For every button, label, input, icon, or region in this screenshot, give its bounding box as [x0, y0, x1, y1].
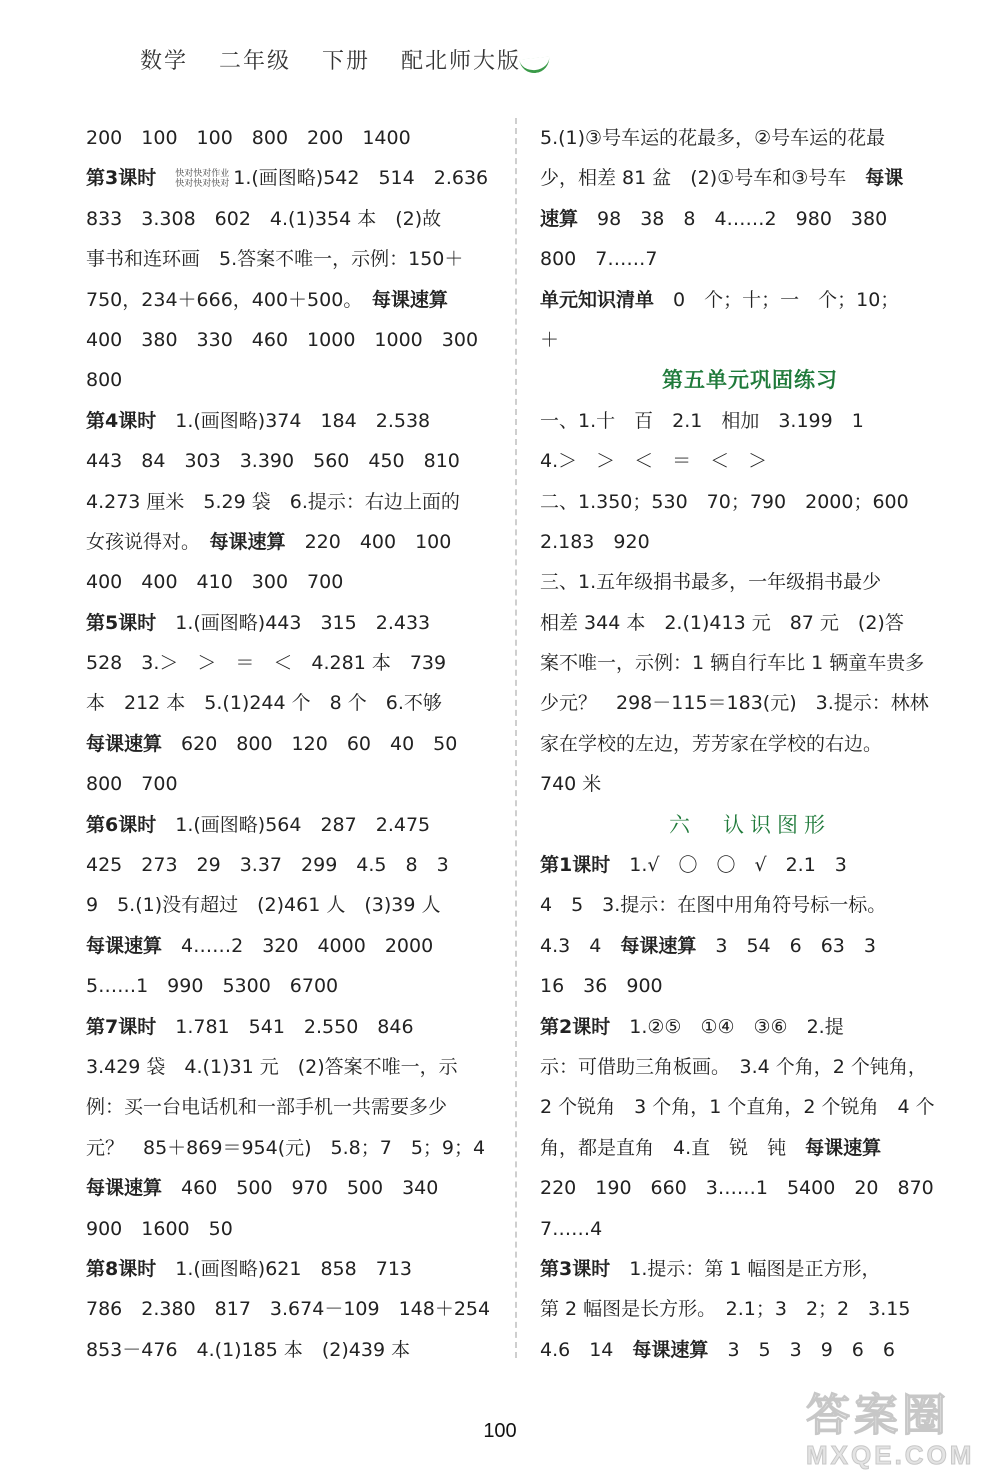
answer-text: 98 38 8 4……2 980 380	[597, 207, 888, 230]
answer-line	[540, 1047, 960, 1087]
answer-text: 5……1 990 5300 6700	[86, 975, 339, 998]
answer-text: 4……2 320 4000 2000	[181, 934, 434, 957]
answer-line	[86, 724, 498, 764]
answer-text: 案不唯一，示例：1 辆自行车比 1 辆童车贵多	[540, 652, 925, 675]
answer-text: 853－476 4.(1)185 本 (2)439 本	[86, 1338, 411, 1361]
answer-text: 400 400 410 300 700	[86, 571, 344, 594]
answer-text: 1.②⑤ ①④ ③⑥ 2.提	[629, 1015, 844, 1038]
answer-line	[86, 482, 498, 522]
answer-line	[540, 603, 960, 643]
lesson-label: 第2课时	[540, 1015, 611, 1038]
answer-line	[86, 1168, 498, 1208]
answer-text: 1.(画图略)564 287 2.475	[175, 813, 431, 836]
answer-text: 16 36 900	[540, 975, 663, 998]
answer-line	[86, 603, 498, 643]
answer-line	[86, 360, 498, 400]
answer-line	[540, 1209, 960, 1249]
answer-line	[86, 1249, 498, 1289]
section-title	[540, 360, 960, 400]
answer-text: 一、1.十 百 2.1 相加 3.199 1	[540, 409, 864, 432]
answer-text: 4 5 3.提示：在图中用角符号标一标。	[540, 894, 887, 917]
answer-line	[540, 764, 960, 804]
answer-text: 家在学校的左边，芳芳家在学校的右边。	[540, 732, 883, 755]
answer-line	[540, 643, 960, 683]
answer-line	[540, 280, 960, 320]
answer-text: 9 5.(1)没有超过 (2)461 人 (3)39 人	[86, 894, 441, 917]
answer-line	[86, 1087, 498, 1127]
answer-text: 1.(画图略)443 315 2.433	[175, 611, 431, 634]
answer-line	[540, 845, 960, 885]
answer-line	[540, 320, 960, 360]
answer-line	[86, 1289, 498, 1329]
answer-line	[540, 522, 960, 562]
quick-calc-label: 每课速算	[632, 1338, 709, 1361]
answer-text: 4.3 4	[540, 934, 602, 957]
answer-text: 1.√ 〇 〇 √ 2.1 3	[629, 854, 847, 877]
answer-text: 3 54 6 63 3	[715, 934, 876, 957]
answer-line	[86, 966, 498, 1006]
answer-text: 3.429 袋 4.(1)31 元 (2)答案不唯一，示	[86, 1055, 458, 1078]
answer-text: 620 800 120 60 40 50	[181, 732, 458, 755]
answer-line	[86, 320, 498, 360]
answer-line	[86, 805, 498, 845]
watermark-line1: 答案圈	[806, 1390, 950, 1441]
answer-text: 元？ 85＋869＝954(元) 5.8；7 5；9；4	[86, 1136, 486, 1159]
answer-line	[540, 885, 960, 925]
answer-line	[86, 885, 498, 925]
answer-line	[540, 158, 960, 198]
answer-line	[540, 1168, 960, 1208]
answer-line	[86, 199, 498, 239]
answer-text: 740 米	[540, 773, 602, 796]
section-title	[540, 805, 960, 845]
answer-line	[86, 926, 498, 966]
answer-text: 4.6 14	[540, 1338, 614, 1361]
answer-text: 本 212 本 5.(1)244 个 8 个 6.不够	[86, 692, 442, 715]
lesson-label: 第8课时	[86, 1257, 157, 1280]
answer-line	[540, 1249, 960, 1289]
answer-text: 800 7……7	[540, 248, 658, 271]
answer-line	[540, 118, 960, 158]
answer-text: 三、1.五年级捐书最多，一年级捐书最少	[540, 571, 882, 594]
column-divider	[515, 118, 517, 1358]
overlay-stamp-text: 快对快对作业快对快对快对	[175, 168, 230, 189]
answer-line	[540, 926, 960, 966]
answer-text: 5.(1)③号车运的花最多，②号车运的花最	[540, 127, 886, 149]
answer-text: 角，都是直角 4.直 锐 钝	[540, 1136, 787, 1159]
quick-calc-label: 每课速算	[805, 1136, 882, 1159]
lesson-label: 第7课时	[86, 1015, 157, 1038]
answer-line	[86, 1047, 498, 1087]
answer-line	[540, 562, 960, 602]
quick-calc-label: 每课速算	[209, 530, 286, 553]
answer-line	[540, 683, 960, 723]
answer-line	[86, 845, 498, 885]
answer-text: 第 2 幅图是长方形。 2.1；3 2；2 3.15	[540, 1298, 911, 1321]
answer-line	[540, 1087, 960, 1127]
answer-text: 443 84 303 3.390 560 450 810	[86, 450, 460, 473]
answer-text: 事书和连环画 5.答案不唯一，示例：150＋	[86, 248, 464, 271]
answer-text: 528 3.＞ ＞ ＝ ＜ 4.281 本 739	[86, 652, 447, 675]
answer-text: 2.183 920	[540, 530, 650, 553]
lesson-label: 第3课时	[86, 167, 157, 190]
answer-text: 女孩说得对。	[86, 530, 191, 553]
answer-text: 220 400 100	[304, 530, 452, 553]
header-edition: 配北师大版	[401, 49, 522, 74]
quick-calc-label: 每课速算	[620, 934, 697, 957]
section-title-text: 六 认识图形	[669, 812, 831, 837]
answer-line	[86, 239, 498, 279]
answer-text: 200 100 100 800 200 1400	[86, 127, 411, 149]
answer-text: 220 190 660 3……1 5400 20 870	[540, 1177, 934, 1200]
answer-line	[540, 239, 960, 279]
lesson-label: 每课速算	[86, 1177, 163, 1200]
lesson-label: 第3课时	[540, 1257, 611, 1280]
answer-text: 0 个；十；一 个；10；	[673, 288, 900, 311]
lesson-label: 每课速算	[86, 732, 163, 755]
answer-text: 1.781 541 2.550 846	[175, 1015, 414, 1038]
answer-line	[86, 280, 498, 320]
answer-text: 4.＞ ＞ ＜ ＝ ＜ ＞	[540, 450, 768, 473]
answer-text: 示：可借助三角板画。 3.4 个角，2 个钝角，	[540, 1055, 927, 1078]
answer-text: 425 273 29 3.37 299 4.5 8 3	[86, 854, 449, 877]
answer-line	[86, 401, 498, 441]
quick-calc-label: 每课速算	[371, 288, 448, 311]
answer-line	[86, 1330, 498, 1370]
answer-line	[540, 966, 960, 1006]
answer-text: 460 500 970 500 340	[181, 1177, 439, 1200]
answer-line	[540, 401, 960, 441]
answer-line	[540, 1330, 960, 1370]
page-header	[140, 44, 543, 75]
answer-line	[86, 1209, 498, 1249]
lesson-label: 第5课时	[86, 611, 157, 634]
answer-text: 少元？ 298－115＝183(元) 3.提示：林林	[540, 692, 929, 715]
answer-text: 833 3.308 602 4.(1)354 本 (2)故	[86, 207, 442, 230]
answer-text: 1.(画图略)621 858 713	[175, 1257, 412, 1280]
answer-line	[86, 683, 498, 723]
answer-text: 800 700	[86, 773, 178, 796]
answer-text: 1.(画图略)542 514 2.636	[233, 167, 489, 190]
section-title-text: 第五单元巩固练习	[662, 367, 838, 393]
answer-text: 400 380 330 460 1000 1000 300	[86, 328, 479, 351]
lesson-label: 第4课时	[86, 409, 157, 432]
answer-text: 例：买一台电话机和一部手机一共需要多少	[86, 1096, 448, 1119]
answer-text: 1.提示：第 1 幅图是正方形，	[629, 1257, 881, 1280]
page-number: 100	[483, 1420, 517, 1442]
header-subject: 数学	[140, 49, 189, 74]
answer-line	[86, 158, 498, 198]
answer-line	[86, 522, 498, 562]
answer-text: 4.273 厘米 5.29 袋 6.提示：右边上面的	[86, 490, 460, 513]
answer-text: 900 1600 50	[86, 1217, 233, 1240]
answer-line	[540, 1128, 960, 1168]
answer-text: 800	[86, 369, 123, 392]
answer-text: 786 2.380 817 3.674－109 148＋254	[86, 1298, 491, 1321]
answer-text: 7……4	[540, 1217, 603, 1240]
answer-line	[540, 199, 960, 239]
answer-text: ＋	[540, 328, 560, 351]
answer-line	[86, 562, 498, 602]
answer-line	[86, 643, 498, 683]
answer-text: 3 5 3 9 6 6	[727, 1338, 895, 1361]
right-column	[540, 118, 960, 1370]
answer-line	[86, 441, 498, 481]
answer-text: 750，234＋666，400＋500。	[86, 288, 353, 311]
answer-line	[86, 1007, 498, 1047]
answer-line	[86, 1128, 498, 1168]
header-volume: 下册	[322, 49, 371, 74]
lesson-label: 第6课时	[86, 813, 157, 836]
lesson-label: 速算	[540, 207, 579, 230]
answer-text: 少，相差 81 盆 (2)①号车和③号车	[540, 167, 847, 190]
lesson-label: 第1课时	[540, 854, 611, 877]
quick-calc-label: 每课	[865, 167, 904, 190]
answer-line	[86, 764, 498, 804]
answer-line	[540, 724, 960, 764]
answer-text: 相差 344 本 2.(1)413 元 87 元 (2)答	[540, 611, 904, 634]
lesson-label: 每课速算	[86, 934, 163, 957]
answer-text: 二、1.350；530 70；790 2000；600	[540, 490, 909, 513]
lesson-label: 单元知识清单	[540, 288, 655, 311]
watermark-line2: MXQE.COM	[806, 1440, 975, 1470]
answer-line	[86, 118, 498, 158]
answer-line	[540, 1007, 960, 1047]
answer-text: 1.(画图略)374 184 2.538	[175, 409, 431, 432]
header-grade: 二年级	[219, 49, 292, 74]
watermark-logo	[806, 1392, 986, 1474]
left-column	[86, 118, 498, 1370]
answer-line	[540, 441, 960, 481]
answer-line	[540, 1289, 960, 1329]
answer-text: 2 个锐角 3 个角，1 个直角，2 个锐角 4 个	[540, 1096, 935, 1119]
answer-line	[540, 482, 960, 522]
